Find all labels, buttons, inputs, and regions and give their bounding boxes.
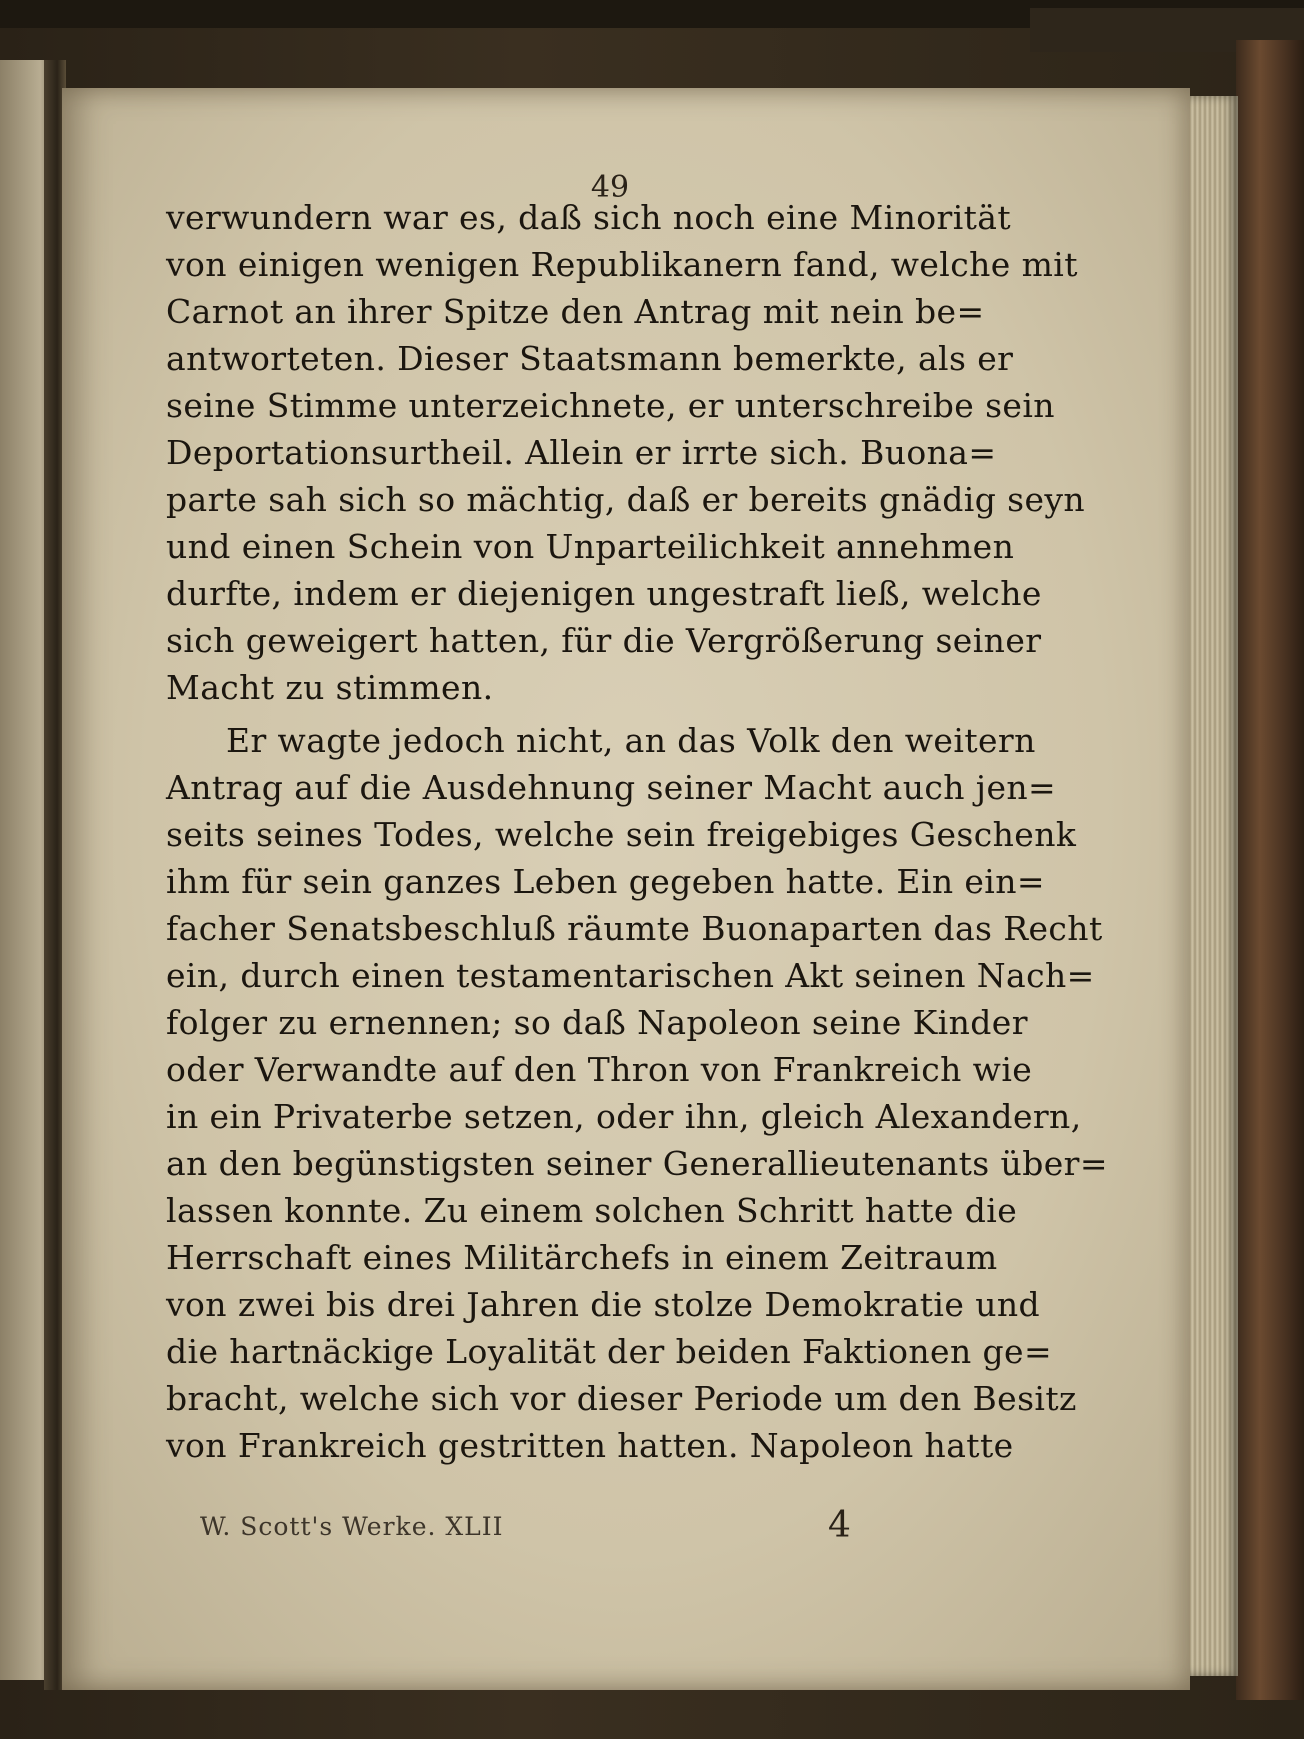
text-line: verwundern war es, daß sich noch eine Minorität [166, 198, 1012, 237]
text-line: folger zu ernennen; so daß Napoleon seine Kinder [166, 1003, 1028, 1042]
text-line: bracht, welche sich vor dieser Periode um den Besitz [166, 1379, 1077, 1418]
text-line: Carnot an ihrer Spitze den Antrag mit nein be= [166, 292, 985, 331]
leather-binding [1236, 40, 1304, 1700]
text-line: facher Senatsbeschluß räumte Buonaparten das Recht [166, 909, 1103, 948]
text-line: und einen Schein von Unparteilichkeit annehmen [166, 527, 1015, 566]
text-line: Herrschaft eines Militärchefs in einem Zeitraum [166, 1238, 998, 1277]
text-line: seits seines Todes, welche sein freigebiges Geschenk [166, 815, 1077, 854]
page-number: 49 [590, 170, 630, 205]
text-line: lassen konnte. Zu einem solchen Schritt hatte die [166, 1191, 1018, 1230]
text-line: antworteten. Dieser Staatsmann bemerkte, als er [166, 339, 1014, 378]
text-line: durfte, indem er diejenigen ungestraft ließ, welche [166, 574, 1042, 613]
text-line: Macht zu stimmen. [166, 668, 494, 707]
text-line: Er wagte jedoch nicht, an das Volk den weitern [226, 721, 1036, 760]
text-line: seine Stimme unterzeichnete, er unterschreibe sein [166, 386, 1055, 425]
text-line: die hartnäckige Loyalität der beiden Faktionen ge= [166, 1332, 1053, 1371]
text-line: ein, durch einen testamentarischen Akt seinen Nach= [166, 956, 1095, 995]
text-line: Antrag auf die Ausdehnung seiner Macht auch jen= [166, 768, 1057, 807]
text-line: ihm für sein ganzes Leben gegeben hatte. Ein ein= [166, 862, 1045, 901]
text-line: sich geweigert hatten, für die Vergrößerung seiner [166, 621, 1042, 660]
signature-number: 4 [828, 1505, 851, 1546]
text-line: von Frankreich gestritten hatten. Napoleon hatte [166, 1426, 1014, 1465]
text-line: von zwei bis drei Jahren die stolze Demokratie und [166, 1285, 1041, 1324]
text-line: in ein Privaterbe setzen, oder ihn, gleich Alexandern, [166, 1097, 1082, 1136]
text-line: Deportationsurtheil. Allein er irrte sich. Buona= [166, 433, 997, 472]
printer-signature: W. Scott's Werke. XLII [200, 1512, 504, 1541]
text-line: von einigen wenigen Republikanern fand, welche mit [166, 245, 1078, 284]
text-line: parte sah sich so mächtig, daß er bereits gnädig seyn [166, 480, 1086, 519]
text-line: an den begünstigsten seiner Generallieutenants über= [166, 1144, 1108, 1183]
text-line: oder Verwandte auf den Thron von Frankreich wie [166, 1050, 1033, 1089]
